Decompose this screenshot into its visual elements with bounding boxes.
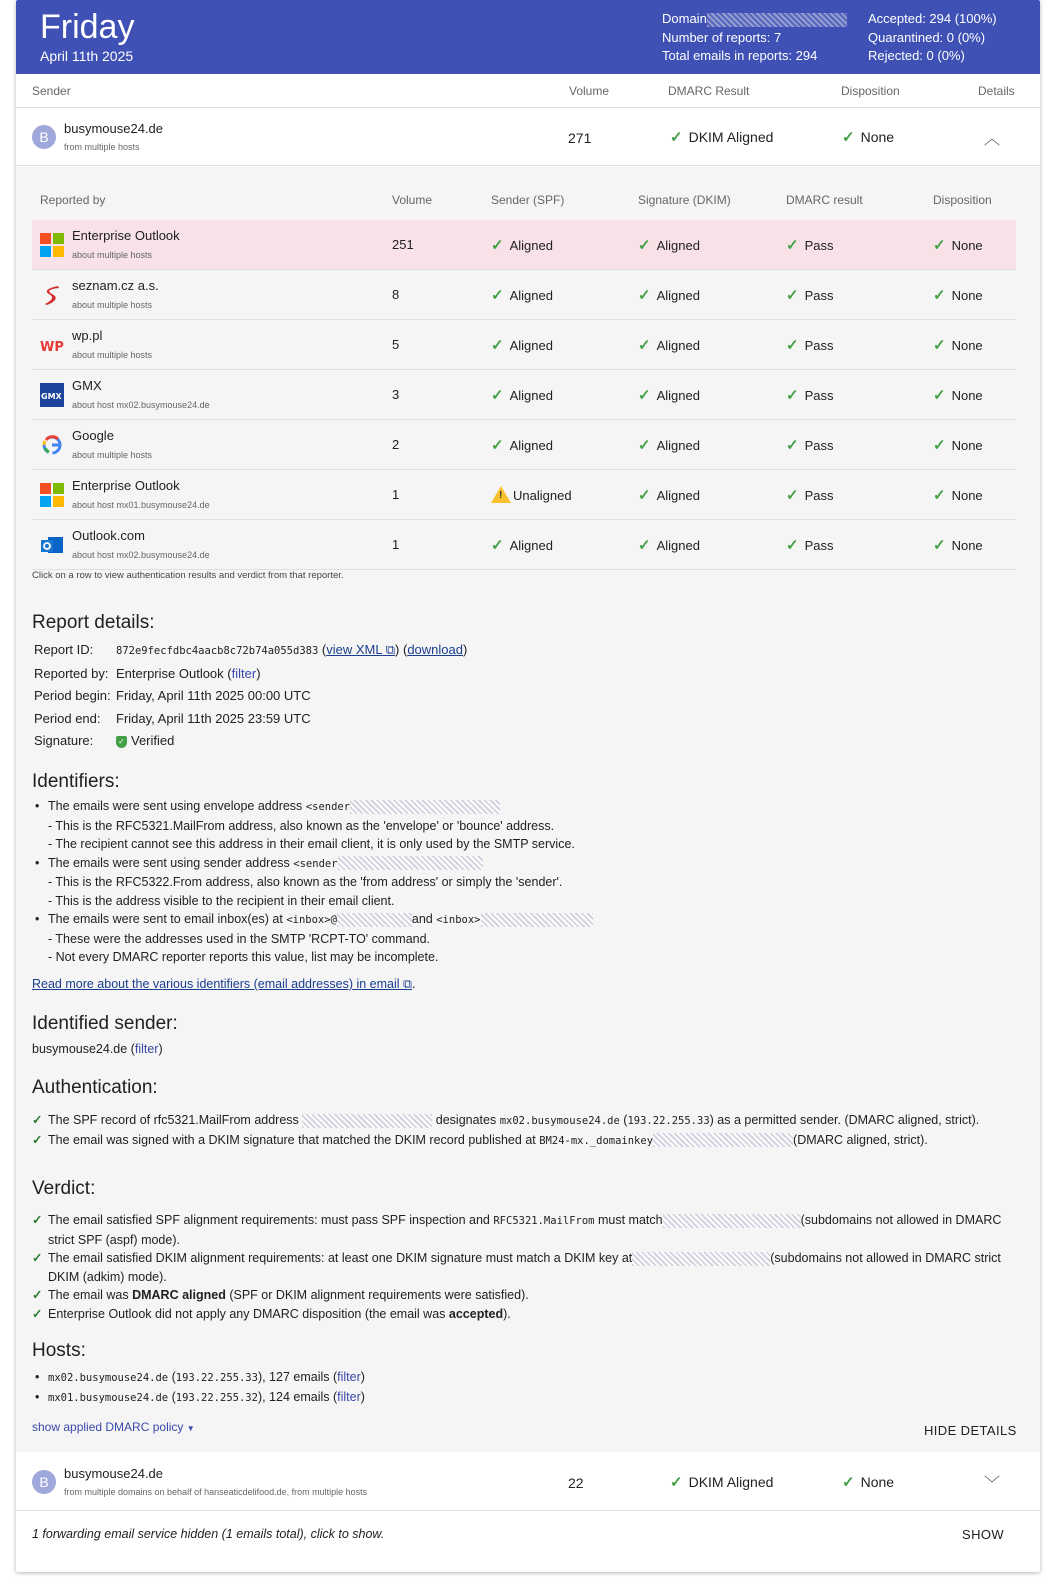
read-more-link[interactable]: Read more about the various identifiers (email addresses) in email ⧉ (32, 977, 412, 991)
accepted-count: Accepted: 294 (100%) (868, 11, 997, 26)
reporter-name: Google (72, 428, 114, 443)
sender-name: busymouse24.de (64, 121, 164, 136)
reporter-dmarc: ✓ Pass (786, 487, 834, 504)
reporter-sub: about multiple hosts (72, 450, 153, 460)
reporter-disposition: ✓ None (933, 437, 983, 454)
reporter-row[interactable] (32, 520, 1016, 570)
sender-sub: from multiple domains on behalf of hanseaticdelifood.de, from multiple hosts (64, 1487, 368, 1497)
col-volume: Volume (392, 193, 433, 207)
reporter-name: seznam.cz a.s. (72, 278, 159, 293)
reporter-sub: about multiple hosts (72, 300, 153, 310)
reporter-hint: Click on a row to view authentication results and verdict from that reporter. (32, 570, 344, 581)
reporter-row[interactable] (32, 370, 1016, 420)
reporter-name: Enterprise Outlook (72, 478, 180, 493)
sender-table-header (16, 74, 1040, 108)
disposition-text: None (860, 1474, 895, 1490)
redacted-address (337, 913, 412, 927)
reports-count: Number of reports: 7 (662, 29, 782, 45)
report-id: 872e9fecfdbc4aacb8c72b74a055d383 (116, 645, 319, 657)
disposition (842, 128, 894, 146)
hidden-forwarders-text: 1 forwarding email service hidden (1 emails total), click to show. (32, 1527, 385, 1541)
reporter-volume: 251 (392, 237, 414, 252)
identified-sender-heading: Identified sender: (32, 1013, 178, 1034)
reporter-sub: about host mx02.busymouse24.de (72, 550, 210, 560)
period-end: Friday, April 11th 2025 23:59 UTC (116, 710, 311, 726)
disposition-summary (868, 10, 997, 66)
rejected-count: Rejected: 0 (0%) (868, 48, 965, 63)
dmarc-result (670, 128, 773, 146)
reporter-row[interactable] (32, 220, 1016, 270)
check-icon: ✓ (491, 287, 504, 304)
filter-link[interactable]: filter (337, 1370, 361, 1384)
col-volume: Volume (569, 84, 610, 98)
period-begin: Friday, April 11th 2025 00:00 UTC (116, 688, 311, 703)
reporter-disposition: ✓ None (933, 287, 983, 304)
reporter-dmarc: ✓ Pass (786, 537, 834, 554)
reporter-volume: 1 (392, 487, 400, 502)
check-icon: ✓ (638, 537, 651, 554)
col-disposition: Disposition (933, 193, 992, 207)
date-subtitle: April 11th 2025 (40, 48, 134, 64)
check-icon: ✓ (491, 387, 504, 404)
reporter-disposition: ✓ None (933, 487, 983, 504)
sender-volume: 271 (568, 130, 592, 146)
reporter-dkim: ✓ Aligned (638, 437, 700, 454)
dmarc-result (670, 1473, 773, 1491)
microsoft-icon (40, 233, 64, 257)
reporter-spf: ✓ Aligned (491, 287, 553, 304)
outlook-icon (40, 533, 64, 557)
check-icon: ✓ (933, 437, 946, 454)
check-icon: ✓ (32, 1306, 43, 1321)
check-icon: ✓ (786, 487, 799, 504)
reporter-name: Outlook.com (72, 528, 145, 543)
reporter-disposition: ✓ None (933, 337, 983, 354)
reporter-row[interactable] (32, 320, 1016, 370)
col-reported-by: Reported by (40, 193, 106, 207)
day-header (16, 0, 1040, 74)
check-icon: ✓ (786, 387, 799, 404)
day-title: Friday (40, 8, 135, 46)
reporter-spf: ✓ Aligned (491, 387, 553, 404)
hosts-list: • mx02.busymouse24.de (193.22.255.33), 127 emails (filter) • mx01.busymouse24.de (193.22.255.32), 124 emails (filter) (35, 1370, 365, 1404)
view-xml-link[interactable]: view XML ⧉ (326, 642, 396, 657)
report-card (16, 0, 1040, 1572)
quarantined-count: Quarantined: 0 (0%) (868, 29, 986, 45)
dmarc-result-text: DKIM Aligned (688, 1474, 774, 1490)
verdict-list: ✓ The email satisfied SPF alignment requirements: must pass SPF inspection and RFC5321.MailFrom must match (subdomains not allowed in DMARC strict SPF (aspf) mode). ✓ The email satisfied DKIM alignment requirements: at least one DKIM signature must match a DKIM key at (subdomains not allowed in DMARC strict DKIM (adkim) mode). ✓ The email was DMARC aligned (SPF or DKIM alignment requirements were satisfied). ✓ Enterprise Outlook did not apply any DMARC disposition (the email was accepted). (32, 1211, 1022, 1323)
chevron-up-icon[interactable]: ︿ (984, 131, 1001, 148)
report-details: Report ID: 872e9fecfdbc4aacb8c72b74a055d383 (view XML ⧉) (download) Reported by: Enterprise Outlook (filter) Period begin: Friday, April 11th 2025 00:00 UTC Period end: Friday, April 11th 2025 23:59 UTC Signature: ✓ Verified (34, 639, 467, 753)
reporter-sub: about multiple hosts (72, 350, 153, 360)
period-begin-label: Period begin: (34, 688, 111, 703)
check-icon: ✓ (842, 1474, 855, 1491)
reporter-dkim: ✓ Aligned (638, 487, 700, 504)
reported-by-label: Reported by: (34, 665, 109, 681)
reporter-dkim: ✓ Aligned (638, 387, 700, 404)
check-icon: ✓ (933, 337, 946, 354)
dmarc-result-text: DKIM Aligned (688, 129, 774, 145)
reporter-volume: 8 (392, 287, 400, 302)
hosts-heading: Hosts: (32, 1340, 86, 1361)
check-icon: ✓ (786, 537, 799, 554)
redacted-address (481, 913, 593, 927)
period-end-label: Period end: (34, 710, 101, 726)
check-icon: ✓ (670, 1474, 683, 1491)
chevron-down-icon[interactable]: ﹀ (984, 1476, 1001, 1493)
caret-down-icon: ▼ (186, 1424, 195, 1433)
sender-row[interactable] (16, 108, 1040, 166)
disposition-text: None (860, 129, 895, 145)
check-icon: ✓ (32, 1213, 43, 1227)
check-icon: ✓ (638, 437, 651, 454)
check-icon: ✓ (786, 287, 799, 304)
reporter-dkim: ✓ Aligned (638, 337, 700, 354)
reporter-dmarc: ✓ Pass (786, 437, 834, 454)
reporter-spf: ✓ Aligned (491, 537, 553, 554)
col-dmarc: DMARC Result (668, 84, 750, 98)
hidden-forwarders-row[interactable] (16, 1512, 1040, 1572)
check-icon: ✓ (842, 129, 855, 146)
identifiers-heading: Identifiers: (32, 771, 120, 792)
google-icon (40, 433, 64, 457)
disposition (842, 1473, 894, 1491)
sender-row[interactable] (16, 1453, 1040, 1511)
reporter-sub: about host mx02.busymouse24.de (72, 400, 210, 410)
sender-volume: 22 (568, 1475, 584, 1491)
reporter-volume: 1 (392, 537, 400, 552)
filter-link[interactable]: filter (231, 665, 257, 681)
reporter-dkim: ✓ Aligned (638, 287, 700, 304)
identifiers-list: • The emails were sent using envelope address <sender - This is the RFC5321.MailFrom address, also known as the 'envelope' or 'bounce' address. - The recipient cannot see this address in their email client, it is only used by the SMTP service. • The emails were sent using sender address <sender - This is the RFC5322.From address, also known as the 'from address' or simply the 'sender'. - This is the address visible to the recipient in their email client. • The emails were sent to email inbox(es) at <inbox>@ and <inbox> - These were the addresses used in the SMTP 'RCPT-TO' command. - Not every DMARC reporter reports this value, list may be incomplete. (32, 797, 1022, 967)
show-policy-link[interactable]: show applied DMARC policy ▼ (32, 1420, 195, 1434)
reporter-disposition: ✓ None (933, 537, 983, 554)
col-spf: Sender (SPF) (491, 193, 565, 207)
reporter-row[interactable] (32, 470, 1016, 520)
shield-check-icon: ✓ (116, 736, 127, 748)
check-icon: ✓ (933, 237, 946, 254)
wp-icon (40, 333, 64, 357)
authentication-heading: Authentication: (32, 1077, 158, 1098)
warning-icon: ! (491, 486, 511, 503)
redacted-address (338, 856, 483, 870)
signature-label: Signature: (34, 733, 94, 748)
total-emails: Total emails in reports: 294 (662, 48, 818, 63)
sender-name: busymouse24.de (64, 1466, 164, 1481)
authentication-list: ✓ The SPF record of rfc5321.MailFrom address designates mx02.busymouse24.de (193.22.255.33) as a permitted sender. (DMARC aligned, strict). ✓ The email was signed with a DKIM signature that matched the DKIM record published at BM24-mx._domainkey (DMARC aligned, strict). (32, 1111, 1022, 1150)
reported-by: Enterprise Outlook (116, 665, 224, 681)
col-dkim: Signature (DKIM) (638, 193, 731, 207)
check-icon: ✓ (670, 129, 683, 146)
reporter-spf: ! Unaligned (491, 486, 572, 503)
reporter-spf: ✓ Aligned (491, 237, 553, 254)
reporter-dmarc: ✓ Pass (786, 387, 834, 404)
filter-link[interactable]: filter (134, 1042, 159, 1056)
check-icon: ✓ (32, 1288, 43, 1302)
check-icon: ✓ (491, 537, 504, 554)
sender-sub: from multiple hosts (64, 142, 140, 152)
signature-status: Verified (131, 733, 175, 748)
check-icon: ✓ (638, 237, 651, 254)
gmx-icon (40, 383, 64, 407)
report-counts (662, 10, 847, 66)
reporter-spf: ✓ Aligned (491, 437, 553, 454)
reporter-spf: ✓ Aligned (491, 337, 553, 354)
check-icon: ✓ (933, 487, 946, 504)
col-disposition: Disposition (841, 84, 900, 98)
avatar: B (32, 125, 56, 149)
check-icon: ✓ (786, 337, 799, 354)
reporter-dmarc: ✓ Pass (786, 337, 834, 354)
check-icon: ✓ (491, 237, 504, 254)
reporter-dkim: ✓ Aligned (638, 537, 700, 554)
seznam-icon (40, 283, 64, 307)
reporter-volume: 5 (392, 337, 400, 352)
check-icon: ✓ (638, 287, 651, 304)
reporter-dkim: ✓ Aligned (638, 237, 700, 254)
reporter-table-header (32, 187, 1016, 219)
reporter-sub: about host mx01.busymouse24.de (72, 500, 210, 510)
check-icon: ✓ (933, 537, 946, 554)
read-more: Read more about the various identifiers (email addresses) in email ⧉. (32, 977, 416, 991)
reporter-disposition: ✓ None (933, 387, 983, 404)
redacted-address (350, 800, 500, 814)
check-icon: ✓ (32, 1132, 43, 1147)
svg-text:WP: WP (40, 340, 64, 355)
check-icon: ✓ (491, 437, 504, 454)
reporter-sub: about multiple hosts (72, 250, 153, 260)
domain-label: Domain (662, 11, 707, 26)
reporter-dmarc: ✓ Pass (786, 287, 834, 304)
identified-sender: busymouse24.de (filter) (32, 1042, 163, 1056)
reporter-disposition: ✓ None (933, 237, 983, 254)
show-button[interactable]: SHOW (962, 1527, 1005, 1542)
col-sender: Sender (32, 84, 71, 98)
reporter-volume: 3 (392, 387, 400, 402)
reporter-row[interactable] (32, 270, 1016, 320)
reporter-name: Enterprise Outlook (72, 228, 180, 243)
redacted-domain (707, 13, 847, 27)
verdict-heading: Verdict: (32, 1178, 96, 1199)
col-details: Details (978, 84, 1015, 98)
check-icon: ✓ (786, 437, 799, 454)
report-id-label: Report ID: (34, 642, 94, 657)
reporter-name: wp.pl (72, 328, 103, 343)
check-icon: ✓ (32, 1113, 43, 1127)
reporter-row[interactable] (32, 420, 1016, 470)
col-dmarc-result: DMARC result (786, 193, 863, 207)
avatar: B (32, 1470, 56, 1494)
reporter-volume: 2 (392, 437, 400, 452)
check-icon: ✓ (933, 387, 946, 404)
check-icon: ✓ (786, 237, 799, 254)
svg-text:GMX: GMX (41, 392, 62, 401)
sender-details-panel (16, 167, 1040, 1452)
check-icon: ✓ (638, 487, 651, 504)
reporter-dmarc: ✓ Pass (786, 237, 834, 254)
report-details-heading: Report details: (32, 612, 155, 633)
reporter-name: GMX (72, 378, 102, 393)
check-icon: ✓ (491, 337, 504, 354)
filter-link[interactable]: filter (337, 1389, 361, 1404)
hide-details-button[interactable]: HIDE DETAILS (924, 1423, 1017, 1438)
microsoft-icon (40, 483, 64, 507)
check-icon: ✓ (638, 387, 651, 404)
check-icon: ✓ (638, 337, 651, 354)
check-icon: ✓ (32, 1251, 43, 1265)
check-icon: ✓ (933, 287, 946, 304)
download-link[interactable]: download (407, 642, 463, 657)
